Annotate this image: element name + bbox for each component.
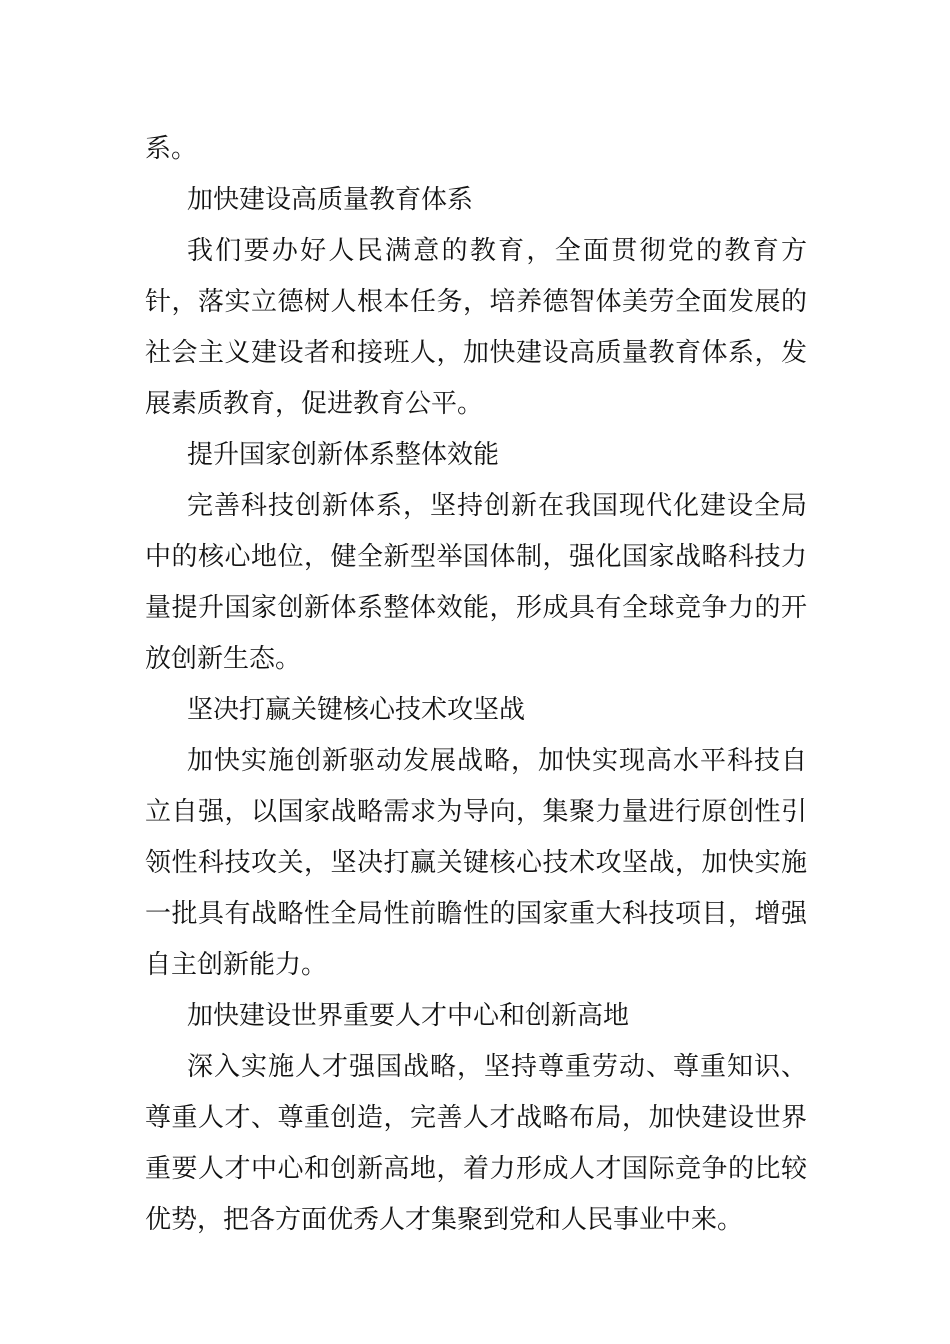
section-heading-core-technology: 坚决打赢关键核心技术攻坚战	[187, 695, 526, 725]
section-heading-innovation-system: 提升国家创新体系整体效能	[187, 440, 500, 470]
section-body-education: 我们要办好人民满意的教育，全面贯彻党的教育方针，落实立德树人根本任务，培养德智体美劳全面发展的社会主义建设者和接班人，加快建设高质量教育体系，发展素质教育，促进教育公平。	[145, 236, 807, 419]
section-heading-talent-center: 加快建设世界重要人才中心和创新高地	[187, 1001, 630, 1031]
section-body-core-technology: 加快实施创新驱动发展战略，加快实现高水平科技自立自强，以国家战略需求为导向，集聚力量进行原创性引领性科技攻关，坚决打赢关键核心技术攻坚战，加快实施一批具有战略性全局性前瞻性的国家重大科技项目，增强自主创新能力。	[145, 746, 807, 980]
continued-fragment: 系。	[145, 134, 198, 164]
document-body	[145, 124, 807, 1246]
section-body-talent-center: 深入实施人才强国战略，坚持尊重劳动、尊重知识、尊重人才、尊重创造，完善人才战略布局，加快建设世界重要人才中心和创新高地，着力形成人才国际竞争的比较优势，把各方面优秀人才集聚到党和人民事业中来。	[145, 1052, 807, 1235]
section-body-innovation-system: 完善科技创新体系，坚持创新在我国现代化建设全局中的核心地位，健全新型举国体制，强化国家战略科技力量提升国家创新体系整体效能，形成具有全球竞争力的开放创新生态。	[145, 491, 807, 674]
section-heading-education: 加快建设高质量教育体系	[187, 185, 474, 215]
